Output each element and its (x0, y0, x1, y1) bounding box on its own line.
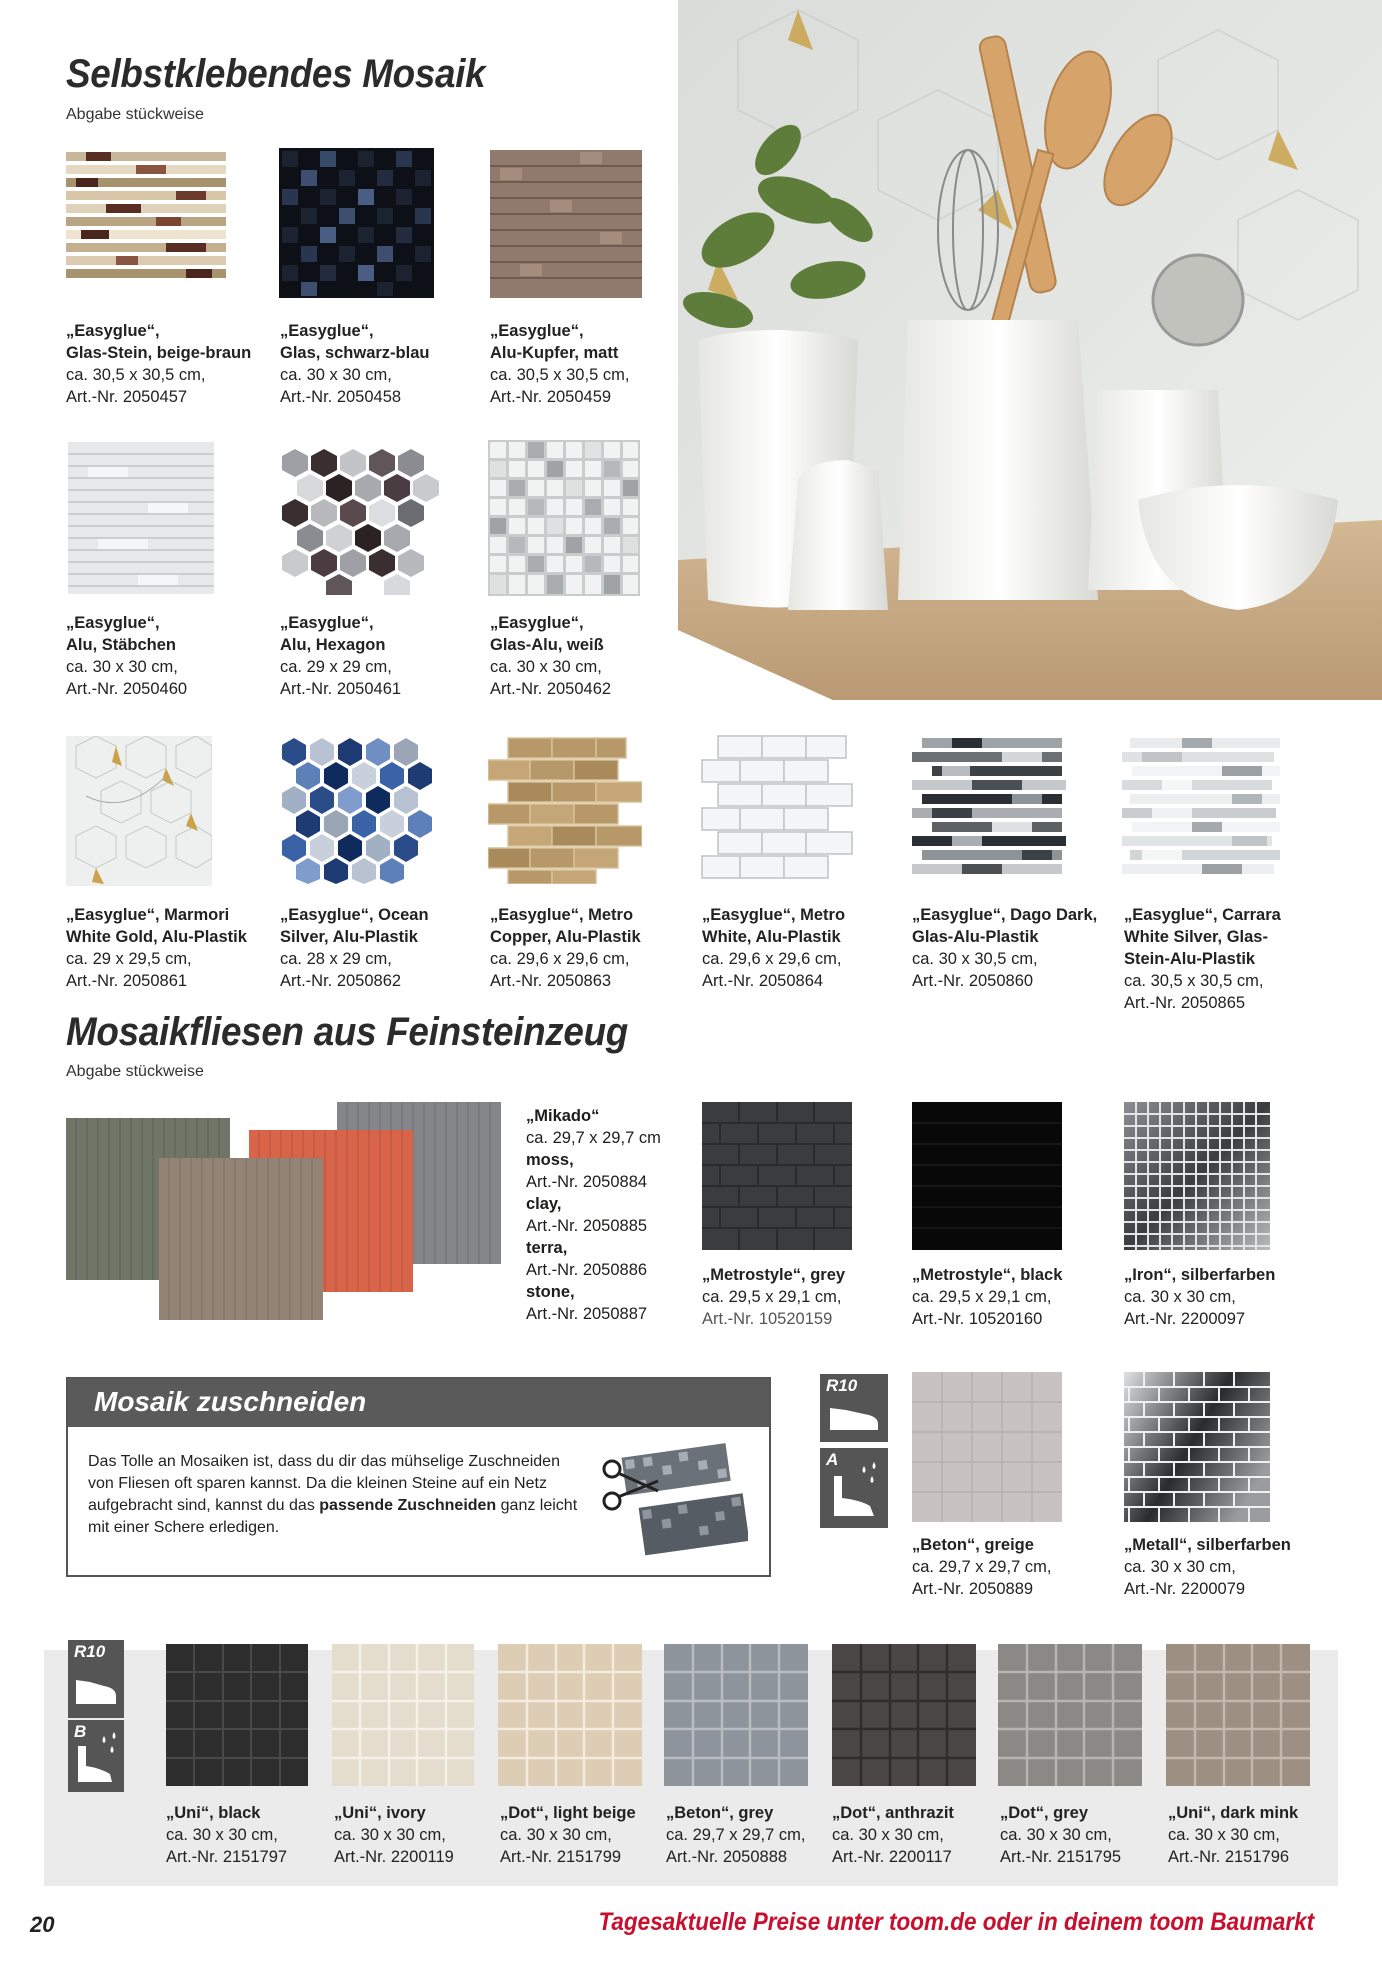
tile-ocean-silver (280, 734, 434, 884)
tile-metro-copper (488, 736, 642, 884)
caption-alu-hexagon: „Easyglue“, Alu, Hexagon ca. 29 x 29 cm, Art.-Nr. 2050461 (280, 614, 402, 698)
footer-slogan: Tagesaktuelle Preise unter toom.de oder in deinem toom Baumarkt (598, 1908, 1314, 1936)
caption-uni-ivory: „Uni“, ivory ca. 30 x 30 cm, Art.-Nr. 2200119 (334, 1804, 454, 1866)
caption-uni-black: „Uni“, black ca. 30 x 30 cm, Art.-Nr. 2151797 (166, 1804, 288, 1866)
tile-metall-silver (1124, 1372, 1270, 1522)
section-subtitle: Abgabe stückweise (66, 106, 204, 123)
tile-uni-dark-mink (1166, 1644, 1310, 1786)
caption-metro-copper: „Easyglue“, Metro Copper, Alu-Plastik ca. 29,6 x 29,6 cm, Art.-Nr. 2050863 (490, 906, 641, 990)
tip-box-cutting (66, 1377, 771, 1577)
page-number: 20 (30, 1912, 55, 1937)
section-title-porcelain: Mosaikfliesen aus Feinsteinzeug (66, 1010, 629, 1054)
caption-iron: „Iron“, silberfarben ca. 30 x 30 cm, Art.-Nr. 2200097 (1124, 1266, 1276, 1328)
tip-box-title: Mosaik zuschneiden (68, 1379, 769, 1427)
tile-alu-hexagon (280, 444, 440, 596)
tile-metrostyle-grey (702, 1102, 852, 1250)
caption-glass-alu-white: „Easyglue“, Glas-Alu, weiß ca. 30 x 30 cm, Art.-Nr. 2050462 (490, 614, 612, 698)
tile-uni-ivory (332, 1644, 474, 1786)
tile-metro-white (700, 734, 854, 884)
caption-alu-copper: „Easyglue“, Alu-Kupfer, matt ca. 30,5 x 30,5 cm, Art.-Nr. 2050459 (490, 322, 630, 406)
tile-dot-anthracite (832, 1644, 976, 1786)
tile-uni-black (166, 1644, 308, 1786)
caption-metall: „Metall“, silberfarben ca. 30 x 30 cm, Art.-Nr. 2200079 (1124, 1536, 1291, 1598)
tile-beton-grey (664, 1644, 808, 1786)
caption-dago-dark: „Easyglue“, Dago Dark, Glas-Alu-Plastik ca. 30 x 30,5 cm, Art.-Nr. 2050860 (912, 906, 1098, 990)
caption-dot-grey: „Dot“, grey ca. 30 x 30 cm, Art.-Nr. 2151795 (1000, 1804, 1122, 1866)
section-title-self-adhesive: Selbstklebendes Mosaik (66, 52, 486, 96)
caption-dot-anthracite: „Dot“, anthrazit ca. 30 x 30 cm, Art.-Nr. 2200117 (832, 1804, 954, 1866)
kitchen-hero-image (678, 0, 1382, 700)
tile-mikado-clay (159, 1158, 323, 1320)
barefoot-rating-badge-band: B (68, 1720, 124, 1792)
scissors-mosaic-icon (598, 1441, 748, 1561)
caption-glass-stone: „Easyglue“, Glas-Stein, beige-braun ca. 30,5 x 30,5 cm, Art.-Nr. 2050457 (66, 322, 252, 406)
tile-alu-sticks (68, 442, 214, 594)
tile-metrostyle-black (912, 1102, 1062, 1250)
caption-mikado: „Mikado“ ca. 29,7 x 29,7 cm moss, Art.-Nr. 2050884 clay, Art.-Nr. 2050885 terra, Art.-Nr. 2050886 stone, Art.-Nr. 2050887 (526, 1107, 661, 1323)
tip-box-text: Das Tolle an Mosaiken ist, dass du dir das mühselige Zuschneiden von Fliesen oft sparen kannst. Da die kleinen Steine auf ein Netz aufgebracht sind, kannst du das passende Zuschneiden ganz leicht mit einer Schere erledigen. (88, 1453, 578, 1536)
tile-iron-silver (1124, 1102, 1270, 1250)
caption-marmori: „Easyglue“, Marmori White Gold, Alu-Plastik ca. 29 x 29,5 cm, Art.-Nr. 2050861 (66, 906, 247, 990)
caption-metro-white: „Easyglue“, Metro White, Alu-Plastik ca. 29,6 x 29,6 cm, Art.-Nr. 2050864 (702, 906, 846, 990)
caption-dot-light-beige: „Dot“, light beige ca. 30 x 30 cm, Art.-Nr. 2151799 (500, 1804, 636, 1866)
caption-alu-sticks: „Easyglue“, Alu, Stäbchen ca. 30 x 30 cm, Art.-Nr. 2050460 (66, 614, 188, 698)
caption-uni-dark-mink: „Uni“, dark mink ca. 30 x 30 cm, Art.-Nr. 2151796 (1168, 1804, 1299, 1866)
tile-dago-dark (912, 734, 1066, 886)
tile-glass-black-blue (279, 148, 434, 298)
tile-alu-copper-matt (490, 150, 642, 298)
slip-rating-badge-band: R10 (68, 1640, 124, 1718)
section-subtitle-porcelain: Abgabe stückweise (66, 1063, 204, 1080)
tile-beton-greige (912, 1372, 1062, 1522)
caption-metrostyle-grey: „Metrostyle“, grey ca. 29,5 x 29,1 cm, Art.-Nr. 10520159 (702, 1266, 846, 1328)
tile-glass-stone-beige-brown (66, 146, 232, 292)
caption-beton-grey: „Beton“, grey ca. 29,7 x 29,7 cm, Art.-Nr. 2050888 (666, 1804, 806, 1866)
caption-metrostyle-black: „Metrostyle“, black ca. 29,5 x 29,1 cm, Art.-Nr. 10520160 (912, 1266, 1063, 1328)
slip-rating-badge: R10 (820, 1374, 888, 1442)
tile-dot-light-beige (498, 1644, 642, 1786)
tile-dot-grey (998, 1644, 1142, 1786)
caption-ocean-silver: „Easyglue“, Ocean Silver, Alu-Plastik ca. 28 x 29 cm, Art.-Nr. 2050862 (280, 906, 429, 990)
caption-beton-greige: „Beton“, greige ca. 29,7 x 29,7 cm, Art.-Nr. 2050889 (912, 1536, 1052, 1598)
tile-marmori-white-gold (66, 736, 212, 886)
caption-glass-black-blue: „Easyglue“, Glas, schwarz-blau ca. 30 x 30 cm, Art.-Nr. 2050458 (280, 322, 430, 406)
caption-carrara: „Easyglue“, Carrara White Silver, Glas- Stein-Alu-Plastik ca. 30,5 x 30,5 cm, Art.-Nr. 2050865 (1124, 906, 1281, 1012)
tile-glass-alu-white (488, 440, 640, 596)
barefoot-rating-badge: A (820, 1448, 888, 1528)
tile-carrara-white-silver (1122, 734, 1280, 886)
